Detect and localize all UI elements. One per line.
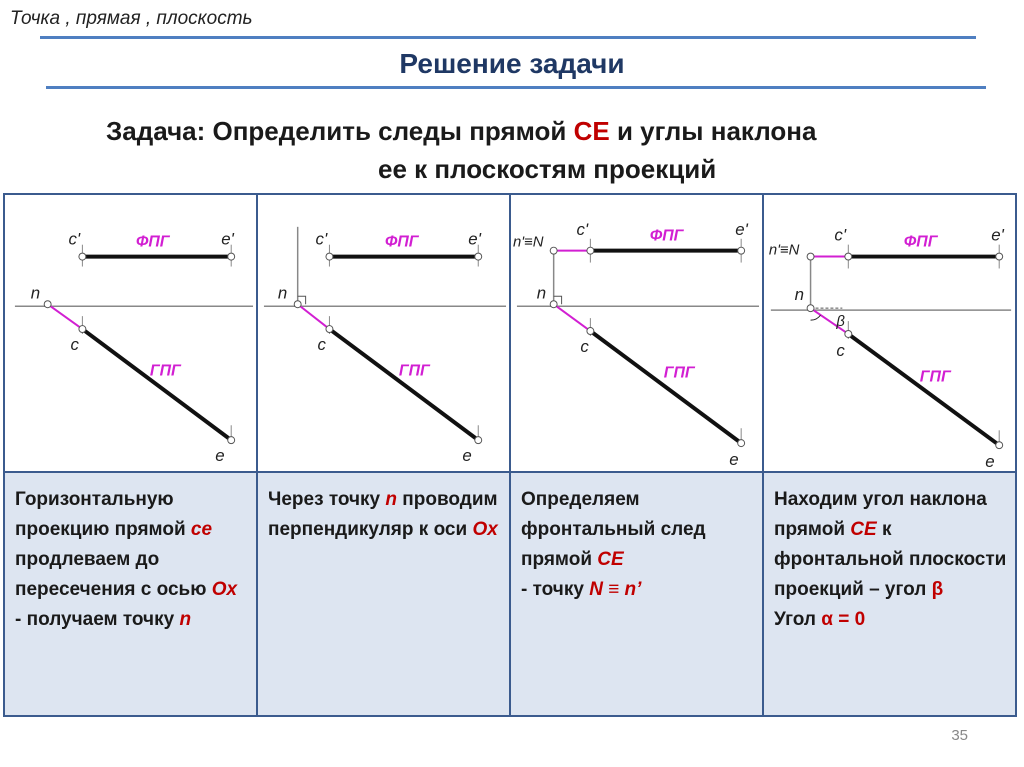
point-N	[807, 253, 814, 260]
section-title: Решение задачи	[399, 48, 625, 79]
step-panel-3	[511, 195, 764, 715]
label-beta: β	[836, 314, 845, 331]
step-1-svg	[5, 195, 256, 471]
task-statement-line1: Задача: Определить следы прямой CE и углы наклона	[106, 116, 817, 146]
label-c-prime: c'	[834, 225, 847, 245]
task-statement-line2: ее к плоскостям проекций	[378, 154, 717, 184]
point-e-prime	[228, 253, 235, 260]
beta-angle-arc	[811, 315, 821, 320]
label-c: c	[70, 334, 79, 354]
label-n: n	[30, 283, 41, 303]
point-e	[738, 440, 745, 447]
label-gpg: ГПГ	[919, 368, 951, 386]
point-c	[587, 328, 594, 335]
step-3-text: Определяем фронтальный след прямой CE - точку N ≡ n’	[511, 473, 762, 715]
point-c-prime	[326, 253, 333, 260]
step-panel-1	[5, 195, 258, 715]
step-4-drawing	[764, 195, 1015, 473]
point-c-prime	[587, 247, 594, 254]
page-number: 35	[951, 727, 968, 744]
horizontal-projection-line	[329, 329, 478, 440]
step-4-svg	[764, 195, 1015, 471]
presentation-subtitle: Точка , прямая , плоскость	[10, 8, 253, 29]
label-e: e	[215, 445, 225, 465]
label-e: e	[729, 449, 739, 469]
point-e-prime	[996, 253, 1003, 260]
point-n	[550, 301, 557, 308]
label-e: e	[462, 445, 472, 465]
label-gpg: ГПГ	[663, 364, 695, 382]
top-divider	[40, 36, 976, 39]
label-c-prime: c'	[576, 219, 589, 239]
label-n: n	[794, 285, 805, 305]
label-n: n	[536, 283, 547, 303]
trace-extension	[554, 304, 591, 331]
task-line-ce: CE	[573, 116, 610, 146]
label-fpg: ФПГ	[384, 233, 419, 251]
label-c-prime: c'	[68, 229, 81, 249]
label-fpg: ФПГ	[135, 233, 170, 251]
point-n	[294, 301, 301, 308]
label-c: c	[317, 334, 326, 354]
step-2-svg	[258, 195, 509, 471]
horizontal-projection-line	[82, 329, 231, 440]
label-gpg: ГПГ	[398, 362, 430, 380]
point-c	[79, 326, 86, 333]
point-e-prime	[738, 247, 745, 254]
point-c-prime	[79, 253, 86, 260]
point-e	[996, 442, 1003, 449]
point-c-prime	[845, 253, 852, 260]
label-fpg: ФПГ	[903, 233, 938, 251]
label-gpg: ГПГ	[149, 362, 181, 380]
trace-extension	[298, 304, 330, 329]
label-c: c	[580, 336, 589, 356]
title-divider	[46, 86, 986, 89]
point-n	[44, 301, 51, 308]
label-e-prime: e'	[221, 229, 234, 249]
step-1-drawing	[5, 195, 256, 473]
label-e-prime: e'	[991, 225, 1004, 245]
step-panel-4	[764, 195, 1015, 715]
point-N	[550, 247, 557, 254]
step-4-text: Находим угол наклона прямой CE к фронтальной плоскости проекций – угол β Угол α = 0	[764, 473, 1015, 715]
point-c	[326, 326, 333, 333]
point-e	[228, 437, 235, 444]
label-e-prime: e'	[735, 219, 748, 239]
point-e	[475, 437, 482, 444]
step-1-text: Горизонтальную проекцию прямой ce продлеваем до пересечения с осью Ох - получаем точку n	[5, 473, 256, 715]
step-3-svg	[511, 195, 762, 471]
point-c	[845, 331, 852, 338]
point-e-prime	[475, 253, 482, 260]
point-n	[807, 305, 814, 312]
solution-panels	[3, 193, 1017, 717]
label-n: n	[277, 283, 288, 303]
horizontal-projection-line	[848, 334, 999, 445]
label-n-eq-N: n'≡N	[512, 234, 544, 251]
label-c-prime: c'	[315, 229, 328, 249]
trace-extension	[48, 304, 83, 329]
label-e-prime: e'	[468, 229, 481, 249]
label-e: e	[985, 452, 995, 471]
step-2-text: Через точку n проводим перпендикуляр к оси Ох	[258, 473, 509, 715]
label-n-eq-N: n'≡N	[768, 242, 800, 259]
step-panel-2	[258, 195, 511, 715]
step-2-drawing	[258, 195, 509, 473]
label-c: c	[836, 340, 845, 360]
label-fpg: ФПГ	[649, 227, 684, 245]
step-3-drawing	[511, 195, 762, 473]
horizontal-projection-line	[590, 331, 741, 443]
